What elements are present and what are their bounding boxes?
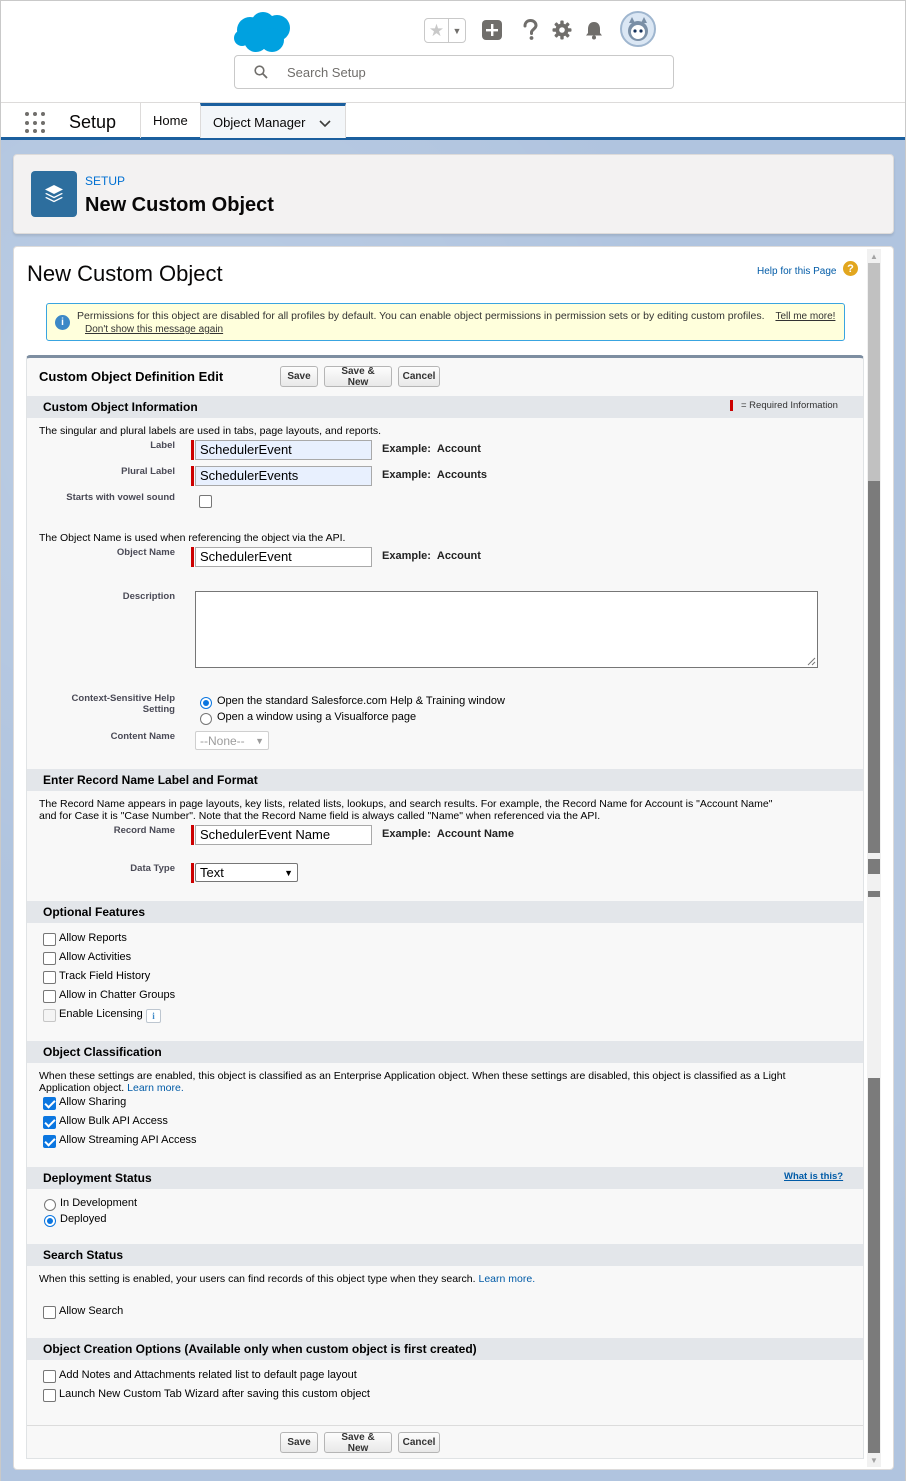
star-icon[interactable]: ★ (425, 19, 449, 42)
section-title: Custom Object Information (43, 400, 198, 414)
plural-label-field-label: Plural Label (121, 466, 175, 477)
example-value: Account (436, 550, 481, 562)
scroll-track-segment (868, 481, 880, 853)
example-value: Accounts (436, 469, 488, 481)
content-name-label: Content Name (110, 731, 175, 742)
record-name-input[interactable]: SchedulerEvent Name (195, 825, 372, 845)
allow-reports-label: Allow Reports (59, 932, 127, 944)
chevron-down-icon: ▼ (255, 736, 264, 746)
search-icon (235, 65, 287, 79)
cancel-button[interactable]: Cancel (398, 366, 440, 387)
tell-me-more-link[interactable]: Tell me more! (775, 311, 836, 322)
example-prefix: Example: (382, 443, 431, 455)
record-name-label: Record Name (113, 825, 175, 836)
learn-more-link[interactable]: Learn more. (127, 1082, 184, 1094)
example-prefix: Example: (382, 828, 431, 840)
info-icon[interactable]: i (146, 1009, 161, 1023)
tab-object-manager[interactable] (200, 103, 346, 138)
add-notes-checkbox[interactable] (43, 1370, 56, 1383)
tab-home[interactable] (140, 103, 200, 138)
avatar-icon[interactable] (620, 11, 656, 47)
app-launcher-icon[interactable] (25, 112, 47, 134)
favorites-group[interactable] (424, 18, 466, 43)
dont-show-link[interactable]: Don't show this message again (85, 324, 224, 335)
what-is-this-link[interactable]: What is this? (784, 1171, 844, 1182)
layers-icon (31, 171, 77, 217)
scroll-track-segment (868, 1078, 880, 1453)
scroll-track-segment (868, 859, 880, 874)
allow-reports-checkbox[interactable] (43, 933, 56, 946)
description-textarea[interactable] (195, 591, 818, 668)
help-setting-label (35, 693, 175, 715)
label-field-label: Label (150, 440, 175, 451)
save-button-bottom[interactable]: Save (280, 1432, 318, 1453)
in-development-radio[interactable] (44, 1199, 56, 1211)
section-title: Optional Features (43, 905, 146, 919)
allow-streaming-api-label: Allow Streaming API Access (59, 1134, 197, 1146)
add-notes-label: Add Notes and Attachments related list to default page layout (59, 1369, 357, 1381)
tab-home-label: Home (153, 113, 188, 128)
info-banner-text (77, 310, 837, 336)
data-type-value: Text (200, 865, 224, 880)
deployed-radio[interactable] (44, 1215, 56, 1227)
help-standard-radio[interactable] (200, 697, 212, 709)
example-prefix: Example: (382, 550, 431, 562)
page-title: New Custom Object (27, 261, 223, 286)
scroll-down-icon[interactable]: ▼ (870, 1455, 878, 1465)
record-name-hint-line1: The Record Name appears in page layouts, key lists, related lists, lookups, and search results. For example, the Record Name for Account is "Account Name" (39, 798, 773, 810)
help-link[interactable]: Help for this Page (757, 266, 837, 277)
enable-licensing-label: Enable Licensing (59, 1008, 143, 1020)
allow-activities-label: Allow Activities (59, 951, 132, 963)
plural-label-input[interactable]: SchedulerEvents (195, 466, 372, 486)
data-type-select[interactable] (195, 863, 298, 882)
bell-icon[interactable] (582, 18, 606, 42)
example-value: Account Name (436, 828, 514, 840)
deployed-label: Deployed (60, 1213, 107, 1225)
info-banner-message: Permissions for this object are disabled for all profiles by default. You can enable object permissions in permission sets or by editing custom profiles. (77, 310, 765, 322)
section-title: Object Creation Options (Available only when custom object is first created) (43, 1342, 477, 1356)
plural-example (382, 469, 487, 481)
cancel-button-bottom[interactable]: Cancel (398, 1432, 440, 1453)
required-indicator (191, 547, 194, 567)
allow-sharing-checkbox[interactable] (43, 1097, 56, 1110)
gear-icon[interactable] (550, 18, 574, 42)
allow-bulk-api-checkbox[interactable] (43, 1116, 56, 1129)
required-indicator (191, 440, 194, 460)
chevron-down-icon[interactable]: ▼ (452, 25, 462, 36)
scroll-track-segment (868, 891, 880, 897)
record-name-hint-line2: and for Case it is "Case Number". Note that the Record Name field is always called "Name" when referenced via the API. (39, 810, 601, 822)
salesforce-cloud-icon[interactable] (234, 11, 292, 53)
required-indicator (191, 863, 194, 883)
section-search-status (27, 1244, 863, 1266)
resize-handle-icon[interactable] (807, 657, 816, 666)
help-visualforce-label: Open a window using a Visualforce page (217, 711, 417, 723)
section-title: Object Classification (43, 1045, 162, 1059)
search-input[interactable] (287, 65, 647, 80)
help-standard-label: Open the standard Salesforce.com Help & Training window (217, 695, 505, 707)
allow-chatter-groups-label: Allow in Chatter Groups (59, 989, 176, 1001)
search-box[interactable] (234, 55, 674, 89)
section-title: Search Status (43, 1248, 124, 1262)
scrollbar[interactable] (867, 249, 881, 1467)
object-name-input[interactable]: SchedulerEvent (195, 547, 372, 567)
content-name-select (195, 731, 269, 750)
nav-bar (1, 102, 905, 140)
info-banner (46, 303, 845, 341)
classification-hint-line2 (39, 1082, 184, 1094)
allow-sharing-label: Allow Sharing (59, 1096, 127, 1108)
chevron-down-icon: ▼ (284, 868, 293, 878)
required-indicator (191, 466, 194, 486)
save-new-button-bottom[interactable]: Save & New (324, 1432, 392, 1453)
example-prefix: Example: (382, 469, 431, 481)
help-setting-label-line1: Context-Sensitive Help (71, 693, 175, 704)
allow-search-label: Allow Search (59, 1305, 124, 1317)
classification-hint-text: Application object. (39, 1082, 125, 1094)
search-hint (39, 1273, 535, 1285)
classification-hint-line1: When these settings are enabled, this object is classified as an Enterprise Application object. When these settings are disabled, this object is classified as a Light (39, 1070, 786, 1082)
vowel-sound-checkbox[interactable] (199, 495, 212, 508)
required-indicator (191, 825, 194, 845)
allow-chatter-groups-checkbox[interactable] (43, 990, 56, 1003)
section-object-creation-options (27, 1338, 863, 1360)
breadcrumb[interactable]: SETUP (85, 174, 126, 188)
save-new-button[interactable]: Save & New (324, 366, 392, 387)
section-title: Deployment Status (43, 1171, 152, 1185)
section-optional-features (27, 901, 863, 923)
save-button[interactable]: Save (280, 366, 318, 387)
form-title: Custom Object Definition Edit (39, 369, 224, 384)
track-field-history-checkbox[interactable] (43, 971, 56, 984)
in-development-label: In Development (60, 1197, 138, 1209)
allow-search-checkbox[interactable] (43, 1306, 56, 1319)
section-title: Enter Record Name Label and Format (43, 773, 258, 787)
allow-activities-checkbox[interactable] (43, 952, 56, 965)
object-name-hint: The Object Name is used when referencing the object via the API. (39, 532, 346, 544)
launch-tab-wizard-checkbox[interactable] (43, 1389, 56, 1402)
enable-licensing-checkbox (43, 1009, 56, 1022)
label-example (382, 443, 481, 455)
example-value: Account (436, 443, 481, 455)
label-input[interactable]: SchedulerEvent (195, 440, 372, 460)
vowel-sound-label: Starts with vowel sound (66, 492, 175, 503)
global-header (1, 1, 905, 102)
search-hint-text: When this setting is enabled, your users can find records of this object type when they search. (39, 1273, 476, 1285)
learn-more-link[interactable]: Learn more. (478, 1273, 536, 1285)
section-object-classification (27, 1041, 863, 1063)
required-legend-text: = Required Information (741, 400, 838, 411)
plus-icon[interactable] (480, 18, 504, 42)
launch-tab-wizard-label: Launch New Custom Tab Wizard after saving this custom object (59, 1388, 370, 1400)
description-label: Description (122, 591, 175, 602)
content-name-value: --None-- (200, 733, 245, 748)
setup-header-title: New Custom Object (85, 194, 274, 216)
allow-bulk-api-label: Allow Bulk API Access (59, 1115, 168, 1127)
chevron-down-icon[interactable] (319, 117, 331, 132)
section-deployment-status (27, 1167, 863, 1189)
app-name: Setup (69, 112, 117, 132)
divider (27, 1425, 863, 1426)
setup-page-header (13, 154, 894, 234)
record-name-example (382, 828, 514, 840)
required-legend (730, 400, 838, 411)
allow-streaming-api-checkbox[interactable] (43, 1135, 56, 1148)
scroll-thumb[interactable] (868, 263, 880, 481)
info-icon: i (55, 315, 70, 330)
data-type-label: Data Type (130, 863, 175, 874)
help-setting-label-line2: Setting (142, 704, 175, 715)
track-field-history-label: Track Field History (59, 970, 151, 982)
help-visualforce-radio[interactable] (200, 713, 212, 725)
labels-hint: The singular and plural labels are used in tabs, page layouts, and reports. (39, 425, 382, 437)
help-icon[interactable]: ? (843, 261, 858, 276)
scroll-up-icon[interactable]: ▲ (870, 251, 878, 261)
object-name-example (382, 550, 481, 562)
object-name-label: Object Name (116, 547, 175, 558)
question-icon[interactable] (518, 18, 542, 42)
tab-object-manager-label: Object Manager (213, 114, 306, 130)
section-record-name (27, 769, 863, 791)
